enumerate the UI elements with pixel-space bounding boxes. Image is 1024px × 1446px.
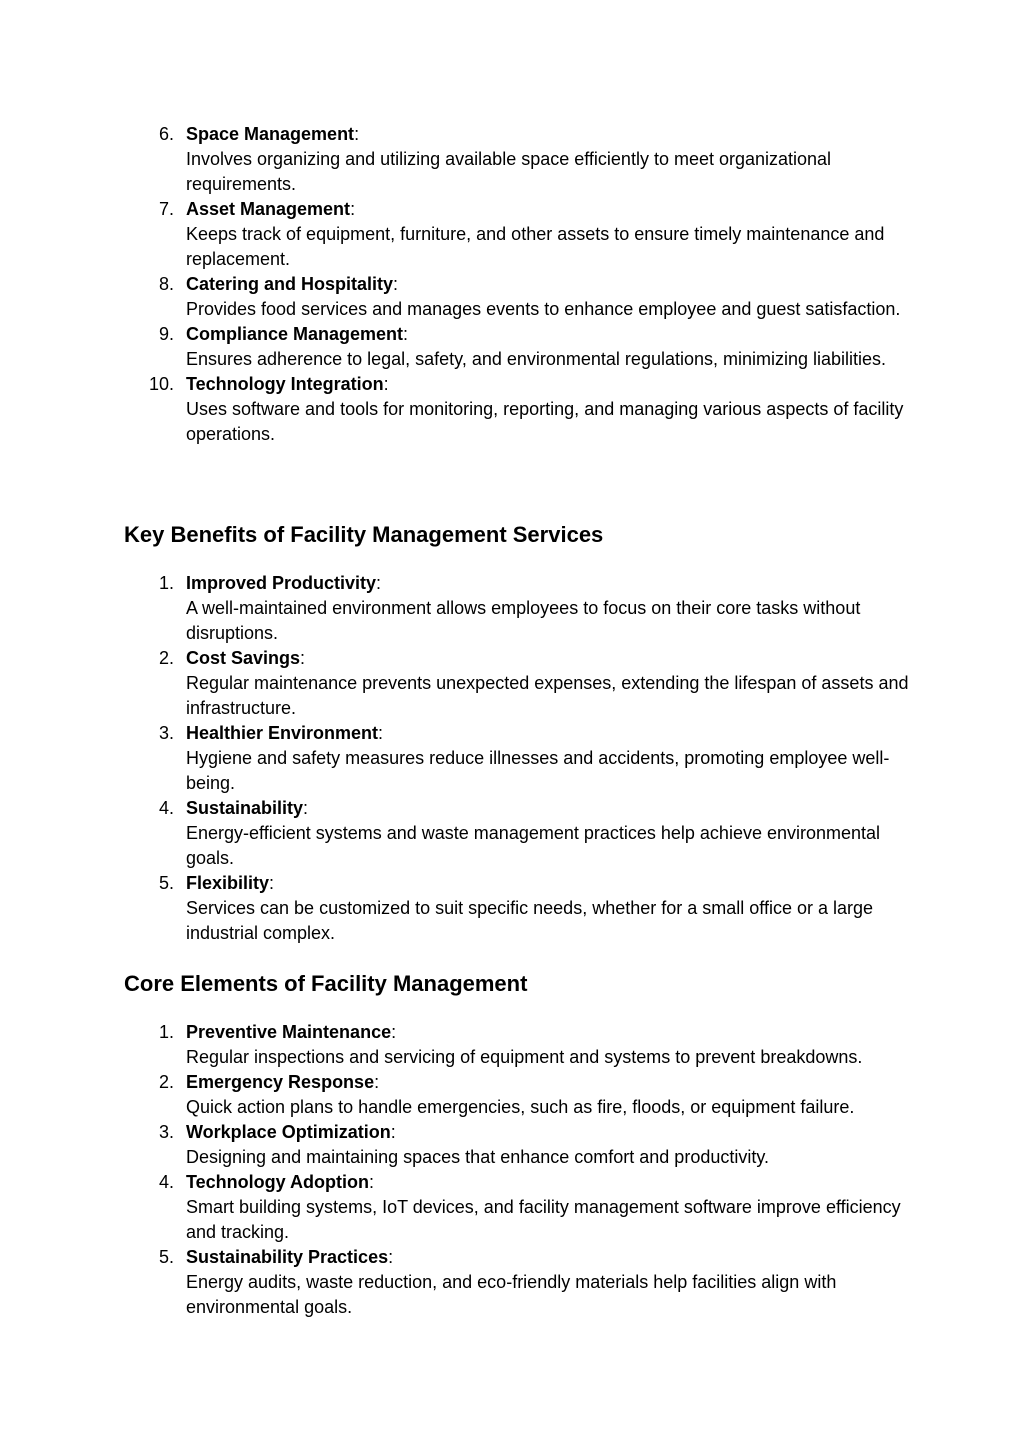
item-term: Technology Integration bbox=[186, 374, 384, 394]
list-item bbox=[0, 1120, 1024, 1170]
list-number: 8. bbox=[158, 274, 174, 294]
list-item bbox=[0, 721, 1024, 796]
item-term: Emergency Response bbox=[186, 1072, 375, 1092]
item-colon: : bbox=[354, 124, 360, 144]
item-colon: : bbox=[303, 798, 309, 818]
list-item bbox=[0, 1170, 1024, 1245]
benefits-list bbox=[0, 571, 1024, 946]
item-description: Keeps track of equipment, furniture, and other assets to ensure timely maintenance and replacement. bbox=[186, 224, 885, 269]
item-term: Preventive Maintenance bbox=[186, 1022, 392, 1042]
list-number: 7. bbox=[158, 199, 174, 219]
section-heading-core-elements: Core Elements of Facility Management bbox=[124, 971, 528, 996]
item-description: Designing and maintaining spaces that enhance comfort and productivity. bbox=[186, 1147, 770, 1167]
list-item bbox=[0, 1070, 1024, 1120]
list-item bbox=[0, 871, 1024, 946]
list-item bbox=[0, 322, 1024, 372]
item-description: Hygiene and safety measures reduce illnesses and accidents, promoting employee well-being. bbox=[186, 748, 890, 793]
list-number: 5. bbox=[158, 1247, 174, 1267]
item-description: Uses software and tools for monitoring, reporting, and managing various aspects of facility operations. bbox=[186, 399, 904, 444]
list-item bbox=[0, 1245, 1024, 1320]
item-description: Regular maintenance prevents unexpected expenses, extending the lifespan of assets and infrastructure. bbox=[186, 673, 909, 718]
list-number: 9. bbox=[158, 324, 174, 344]
item-term: Space Management bbox=[186, 124, 355, 144]
list-number: 1. bbox=[158, 573, 174, 593]
item-description: Smart building systems, IoT devices, and facility management software improve efficiency and tracking. bbox=[186, 1197, 901, 1242]
list-item bbox=[0, 272, 1024, 322]
list-item bbox=[0, 372, 1024, 447]
item-term: Asset Management bbox=[186, 199, 351, 219]
item-description: Energy-efficient systems and waste management practices help achieve environmental goals. bbox=[186, 823, 881, 868]
item-colon: : bbox=[269, 873, 275, 893]
list-item bbox=[0, 646, 1024, 721]
item-colon: : bbox=[350, 199, 356, 219]
list-number: 2. bbox=[158, 1072, 174, 1092]
item-description: Ensures adherence to legal, safety, and environmental regulations, minimizing liabilities. bbox=[186, 349, 887, 369]
list-number: 3. bbox=[158, 1122, 174, 1142]
item-colon: : bbox=[388, 1247, 394, 1267]
item-colon: : bbox=[374, 1072, 380, 1092]
list-number: 4. bbox=[158, 1172, 174, 1192]
list-item bbox=[0, 571, 1024, 646]
item-term: Compliance Management bbox=[186, 324, 404, 344]
section-heading-benefits: Key Benefits of Facility Management Services bbox=[124, 522, 604, 547]
item-term: Healthier Environment bbox=[186, 723, 379, 743]
item-colon: : bbox=[393, 274, 399, 294]
item-description: Provides food services and manages events to enhance employee and guest satisfaction. bbox=[186, 299, 901, 319]
list-number: 6. bbox=[158, 124, 174, 144]
item-term: Technology Adoption bbox=[186, 1172, 369, 1192]
list-item bbox=[0, 122, 1024, 197]
list-number: 4. bbox=[158, 798, 174, 818]
list-item bbox=[0, 197, 1024, 272]
item-term: Sustainability Practices bbox=[186, 1247, 389, 1267]
list-number: 3. bbox=[158, 723, 174, 743]
list-number: 1. bbox=[158, 1022, 174, 1042]
item-colon: : bbox=[378, 723, 384, 743]
list-item bbox=[0, 1020, 1024, 1070]
list-number: 10. bbox=[148, 374, 174, 394]
item-colon: : bbox=[376, 573, 382, 593]
item-description: Services can be customized to suit specific needs, whether for a small office or a large industrial complex. bbox=[186, 898, 873, 943]
item-term: Sustainability bbox=[186, 798, 304, 818]
services-list-continued bbox=[0, 122, 1024, 447]
item-term: Flexibility bbox=[186, 873, 270, 893]
item-colon: : bbox=[403, 324, 409, 344]
item-description: Involves organizing and utilizing available space efficiently to meet organizational requirements. bbox=[186, 149, 832, 194]
item-colon: : bbox=[383, 374, 389, 394]
item-colon: : bbox=[390, 1122, 396, 1142]
item-colon: : bbox=[391, 1022, 397, 1042]
item-colon: : bbox=[300, 648, 306, 668]
item-description: A well-maintained environment allows employees to focus on their core tasks without disruptions. bbox=[186, 598, 861, 643]
list-item bbox=[0, 796, 1024, 871]
item-colon: : bbox=[368, 1172, 374, 1192]
item-term: Cost Savings bbox=[186, 648, 301, 668]
list-number: 2. bbox=[158, 648, 174, 668]
list-number: 5. bbox=[158, 873, 174, 893]
item-term: Catering and Hospitality bbox=[186, 274, 394, 294]
item-description: Energy audits, waste reduction, and eco-friendly materials help facilities align with environmental goals. bbox=[186, 1272, 837, 1317]
core-elements-list bbox=[0, 1020, 1024, 1320]
item-term: Improved Productivity bbox=[186, 573, 377, 593]
item-description: Quick action plans to handle emergencies, such as fire, floods, or equipment failure. bbox=[186, 1097, 855, 1117]
item-description: Regular inspections and servicing of equipment and systems to prevent breakdowns. bbox=[186, 1047, 863, 1067]
item-term: Workplace Optimization bbox=[186, 1122, 391, 1142]
